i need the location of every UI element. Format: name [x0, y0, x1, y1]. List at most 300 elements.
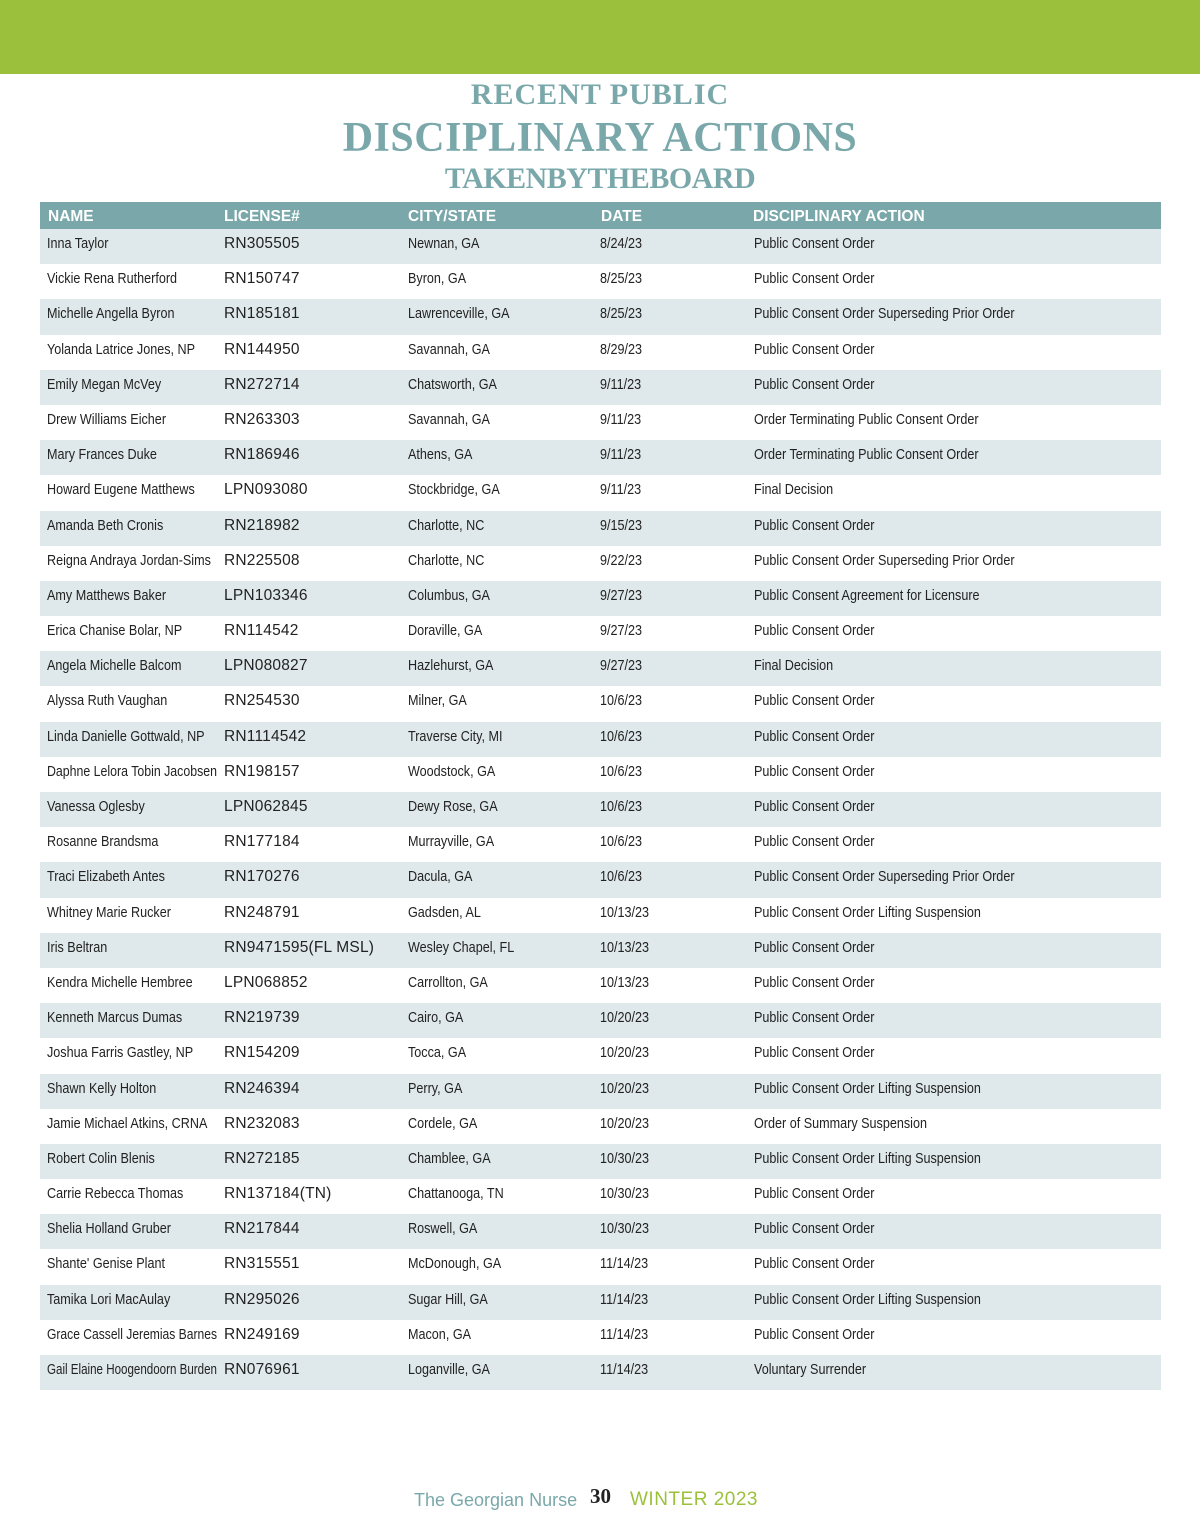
cell-city-state-text: Perry, GA	[408, 1079, 463, 1097]
cell-license	[224, 898, 404, 933]
cell-disciplinary-action	[754, 1074, 1154, 1109]
title-line-1: RECENT PUBLIC	[470, 78, 730, 111]
cell-date-text: 9/11/23	[600, 446, 642, 464]
cell-date-text: 10/30/23	[600, 1185, 650, 1203]
cell-license	[224, 264, 404, 299]
cell-name	[47, 827, 217, 862]
cell-date	[600, 792, 730, 827]
cell-date-text: 9/15/23	[600, 516, 643, 534]
cell-disciplinary-action	[754, 898, 1154, 933]
cell-name-text: Inna Taylor	[47, 235, 109, 252]
cell-date	[600, 264, 730, 299]
cell-date	[600, 475, 730, 510]
cell-city-state-text: Murrayville, GA	[408, 833, 495, 851]
cell-name	[47, 1179, 217, 1214]
cell-disciplinary-action-text: Final Decision	[754, 657, 834, 675]
cell-disciplinary-action-text: Public Consent Order	[754, 1009, 875, 1027]
cell-license-text: LPN080827	[224, 657, 308, 675]
cell-name-text: Vickie Rena Rutherford	[47, 270, 178, 288]
table-row	[40, 581, 1161, 616]
table-row	[40, 335, 1161, 370]
cell-city-state	[408, 616, 588, 651]
cell-name-text: Joshua Farris Gastley, NP	[47, 1044, 194, 1062]
cell-name	[47, 686, 217, 721]
table-row	[40, 1320, 1161, 1355]
table-row	[40, 1003, 1161, 1038]
cell-name-text: Whitney Marie Rucker	[47, 903, 171, 921]
cell-disciplinary-action-text: Public Consent Order	[754, 1255, 875, 1273]
title-line-3: TAKENBYTHEBOARD	[444, 162, 756, 195]
page-number: 30	[590, 1484, 611, 1508]
cell-disciplinary-action-text: Public Consent Order	[754, 622, 875, 640]
cell-city-state	[408, 581, 588, 616]
cell-date	[600, 1003, 730, 1038]
cell-name	[47, 405, 217, 440]
cell-city-state	[408, 229, 588, 264]
cell-name	[47, 1214, 217, 1249]
cell-name	[47, 1074, 217, 1109]
cell-city-state-text: Macon, GA	[408, 1325, 472, 1343]
table-row	[40, 757, 1161, 792]
cell-license-text: RN272714	[224, 375, 300, 393]
column-header-city-state: CITY/STATE	[408, 208, 497, 225]
cell-city-state-text: Chamblee, GA	[408, 1149, 491, 1167]
cell-name	[47, 335, 217, 370]
cell-name	[47, 1144, 217, 1179]
cell-name-text: Howard Eugene Matthews	[47, 481, 195, 499]
cell-date-text: 11/14/23	[600, 1255, 649, 1273]
table-row	[40, 616, 1161, 651]
cell-license	[224, 1003, 404, 1038]
cell-name-text: Linda Danielle Gottwald, NP	[47, 727, 205, 745]
cell-date-text: 9/11/23	[600, 375, 642, 393]
cell-city-state	[408, 1214, 588, 1249]
cell-date	[600, 686, 730, 721]
cell-city-state-text: Cairo, GA	[408, 1009, 464, 1027]
cell-disciplinary-action-text: Public Consent Order	[754, 938, 875, 956]
table-row	[40, 511, 1161, 546]
cell-license-text: RN9471595(FL MSL)	[224, 938, 375, 956]
cell-name-text: Gail Elaine Hoogendoorn Burden	[47, 1361, 217, 1378]
cell-name-text: Amanda Beth Cronis	[47, 516, 164, 534]
cell-disciplinary-action	[754, 686, 1154, 721]
title-line-2: DISCIPLINARY ACTIONS	[342, 115, 858, 161]
cell-license	[224, 1355, 404, 1390]
cell-disciplinary-action	[754, 335, 1154, 370]
cell-city-state-text: Columbus, GA	[408, 586, 490, 604]
cell-disciplinary-action-text: Final Decision	[754, 481, 834, 499]
issue-label: WINTER 2023	[630, 1489, 758, 1510]
cell-date-text: 10/30/23	[600, 1149, 650, 1167]
cell-disciplinary-action-text: Public Consent Order Superseding Prior Order	[754, 305, 1015, 323]
cell-city-state	[408, 475, 588, 510]
cell-name-text: Yolanda Latrice Jones, NP	[47, 340, 196, 358]
cell-license-text: RN263303	[224, 410, 300, 428]
table-row	[40, 686, 1161, 721]
cell-license	[224, 440, 404, 475]
cell-date	[600, 581, 730, 616]
cell-license-text: LPN068852	[224, 973, 308, 991]
cell-city-state-text: Dacula, GA	[408, 868, 473, 886]
table-row	[40, 475, 1161, 510]
cell-license	[224, 1285, 404, 1320]
cell-city-state-text: Milner, GA	[408, 692, 467, 710]
column-header-name: NAME	[48, 208, 94, 225]
cell-disciplinary-action-text: Public Consent Order	[754, 1220, 875, 1238]
cell-license-text: RN246394	[224, 1079, 300, 1097]
cell-disciplinary-action	[754, 1179, 1154, 1214]
cell-license	[224, 1249, 404, 1284]
cell-city-state-text: Gadsden, AL	[408, 903, 481, 921]
cell-date	[600, 827, 730, 862]
cell-disciplinary-action	[754, 370, 1154, 405]
cell-license	[224, 405, 404, 440]
cell-city-state	[408, 1109, 588, 1144]
cell-date	[600, 511, 730, 546]
cell-license	[224, 546, 404, 581]
cell-disciplinary-action	[754, 511, 1154, 546]
cell-license	[224, 1038, 404, 1073]
cell-city-state	[408, 299, 588, 334]
cell-date	[600, 1179, 730, 1214]
cell-date-text: 9/27/23	[600, 657, 643, 675]
cell-disciplinary-action-text: Public Consent Order	[754, 1044, 875, 1062]
cell-name-text: Robert Colin Blenis	[47, 1149, 155, 1167]
cell-date-text: 10/13/23	[600, 938, 650, 956]
cell-city-state-text: Sugar Hill, GA	[408, 1290, 488, 1308]
cell-disciplinary-action-text: Voluntary Surrender	[754, 1361, 867, 1378]
cell-date	[600, 1109, 730, 1144]
cell-city-state	[408, 405, 588, 440]
cell-city-state-text: Hazlehurst, GA	[408, 657, 494, 675]
cell-city-state-text: Carrollton, GA	[408, 973, 488, 991]
cell-date	[600, 335, 730, 370]
table-row	[40, 968, 1161, 1003]
cell-date-text: 9/27/23	[600, 622, 643, 640]
cell-license-text: LPN062845	[224, 798, 308, 815]
cell-disciplinary-action-text: Public Consent Order	[754, 833, 875, 851]
table-row	[40, 933, 1161, 968]
cell-date	[600, 616, 730, 651]
cell-date	[600, 651, 730, 686]
table-row	[40, 264, 1161, 299]
cell-date	[600, 1355, 730, 1390]
cell-disciplinary-action	[754, 229, 1154, 264]
cell-city-state	[408, 370, 588, 405]
cell-name-text: Kenneth Marcus Dumas	[47, 1009, 183, 1027]
cell-city-state-text: Charlotte, NC	[408, 551, 485, 569]
cell-name	[47, 722, 217, 757]
cell-license	[224, 1109, 404, 1144]
cell-license	[224, 299, 404, 334]
cell-name-text: Carrie Rebecca Thomas	[47, 1185, 184, 1203]
table-row	[40, 1144, 1161, 1179]
cell-disciplinary-action-text: Public Consent Order	[754, 375, 875, 393]
cell-city-state-text: Woodstock, GA	[408, 762, 496, 780]
cell-license	[224, 511, 404, 546]
cell-date	[600, 1214, 730, 1249]
cell-disciplinary-action	[754, 651, 1154, 686]
cell-date-text: 10/13/23	[600, 903, 650, 921]
cell-name	[47, 440, 217, 475]
cell-disciplinary-action	[754, 1144, 1154, 1179]
cell-license-text: RN150747	[224, 270, 300, 288]
table-row	[40, 440, 1161, 475]
cell-city-state	[408, 1320, 588, 1355]
cell-city-state	[408, 1003, 588, 1038]
cell-disciplinary-action-text: Public Consent Order	[754, 340, 875, 358]
cell-license	[224, 1179, 404, 1214]
top-color-bar	[0, 0, 1200, 74]
cell-disciplinary-action	[754, 1355, 1154, 1390]
cell-disciplinary-action	[754, 299, 1154, 334]
cell-name	[47, 546, 217, 581]
cell-disciplinary-action	[754, 968, 1154, 1003]
table-row	[40, 792, 1161, 827]
cell-license	[224, 616, 404, 651]
cell-disciplinary-action-text: Public Consent Agreement for Licensure	[754, 586, 980, 604]
cell-name-text: Kendra Michelle Hembree	[47, 973, 193, 991]
cell-name-text: Reigna Andraya Jordan-Sims	[47, 551, 211, 569]
cell-name-text: Iris Beltran	[47, 938, 108, 956]
cell-name-text: Emily Megan McVey	[47, 375, 162, 393]
cell-license-text: RN137184(TN)	[224, 1185, 332, 1203]
cell-license	[224, 757, 404, 792]
cell-license-text: LPN103346	[224, 586, 308, 604]
cell-name	[47, 229, 217, 264]
cell-disciplinary-action-text: Order Terminating Public Consent Order	[754, 410, 979, 428]
cell-name-text: Vanessa Oglesby	[47, 798, 145, 815]
cell-license-text: RN249169	[224, 1325, 300, 1343]
cell-license	[224, 968, 404, 1003]
cell-name	[47, 616, 217, 651]
cell-date	[600, 1038, 730, 1073]
cell-disciplinary-action-text: Public Consent Order	[754, 727, 875, 745]
cell-date-text: 10/6/23	[600, 762, 643, 780]
cell-disciplinary-action-text: Public Consent Order Superseding Prior Order	[754, 868, 1015, 886]
cell-city-state	[408, 264, 588, 299]
cell-license-text: RN177184	[224, 833, 300, 851]
table-row	[40, 405, 1161, 440]
cell-date-text: 9/11/23	[600, 410, 642, 428]
cell-city-state	[408, 1074, 588, 1109]
cell-date	[600, 1249, 730, 1284]
cell-license	[224, 335, 404, 370]
cell-city-state	[408, 862, 588, 897]
cell-date	[600, 370, 730, 405]
column-header-date: DATE	[601, 208, 643, 225]
table-row	[40, 1074, 1161, 1109]
table-header-row	[40, 202, 1161, 229]
cell-date-text: 9/22/23	[600, 551, 643, 569]
cell-disciplinary-action-text: Public Consent Order	[754, 235, 875, 252]
cell-city-state-text: Doraville, GA	[408, 622, 483, 640]
cell-city-state-text: Athens, GA	[408, 446, 473, 464]
table-row	[40, 546, 1161, 581]
cell-disciplinary-action-text: Public Consent Order Lifting Suspension	[754, 903, 981, 921]
cell-name-text: Alyssa Ruth Vaughan	[47, 692, 168, 710]
cell-date	[600, 933, 730, 968]
cell-date	[600, 440, 730, 475]
cell-name	[47, 1355, 217, 1390]
cell-date	[600, 1320, 730, 1355]
cell-name	[47, 1003, 217, 1038]
cell-date	[600, 229, 730, 264]
cell-city-state	[408, 511, 588, 546]
cell-name-text: Drew Williams Eicher	[47, 410, 167, 428]
cell-name	[47, 1109, 217, 1144]
cell-license	[224, 862, 404, 897]
cell-city-state-text: Loganville, GA	[408, 1361, 490, 1378]
cell-license	[224, 686, 404, 721]
cell-license-text: RN198157	[224, 762, 300, 780]
cell-date-text: 10/6/23	[600, 692, 643, 710]
cell-city-state	[408, 1355, 588, 1390]
cell-disciplinary-action-text: Public Consent Order	[754, 270, 875, 288]
cell-name	[47, 757, 217, 792]
cell-disciplinary-action	[754, 1214, 1154, 1249]
cell-disciplinary-action	[754, 546, 1154, 581]
cell-city-state	[408, 792, 588, 827]
cell-license	[224, 1320, 404, 1355]
cell-license-text: RN1114542	[224, 727, 307, 745]
cell-license-text: RN170276	[224, 868, 300, 886]
cell-disciplinary-action	[754, 792, 1154, 827]
cell-disciplinary-action-text: Public Consent Order	[754, 692, 875, 710]
cell-license-text: RN076961	[224, 1361, 300, 1378]
cell-disciplinary-action	[754, 1249, 1154, 1284]
cell-disciplinary-action	[754, 405, 1154, 440]
cell-city-state-text: Newnan, GA	[408, 235, 480, 252]
cell-city-state	[408, 1285, 588, 1320]
cell-city-state	[408, 722, 588, 757]
cell-name	[47, 264, 217, 299]
cell-disciplinary-action	[754, 440, 1154, 475]
cell-disciplinary-action-text: Order of Summary Suspension	[754, 1114, 927, 1132]
cell-date-text: 11/14/23	[600, 1325, 649, 1343]
cell-name-text: Shante' Genise Plant	[47, 1255, 165, 1273]
cell-name-text: Angela Michelle Balcom	[47, 657, 182, 675]
table-row	[40, 1214, 1161, 1249]
cell-license-text: RN315551	[224, 1255, 300, 1273]
cell-city-state-text: Stockbridge, GA	[408, 481, 500, 499]
cell-name-text: Grace Cassell Jeremias Barnes	[47, 1325, 218, 1343]
cell-disciplinary-action-text: Public Consent Order Lifting Suspension	[754, 1079, 981, 1097]
cell-date-text: 10/20/23	[600, 1079, 650, 1097]
cell-name-text: Mary Frances Duke	[47, 446, 157, 464]
cell-name-text: Jamie Michael Atkins, CRNA	[47, 1114, 208, 1132]
cell-date-text: 8/24/23	[600, 235, 643, 252]
cell-city-state-text: Roswell, GA	[408, 1220, 478, 1238]
cell-date-text: 8/25/23	[600, 270, 643, 288]
cell-date	[600, 1144, 730, 1179]
cell-city-state-text: Traverse City, MI	[408, 727, 503, 745]
table-row	[40, 1179, 1161, 1214]
cell-name	[47, 1038, 217, 1073]
cell-license-text: RN186946	[224, 446, 300, 464]
cell-disciplinary-action-text: Public Consent Order Superseding Prior Order	[754, 551, 1015, 569]
cell-date	[600, 405, 730, 440]
cell-date-text: 11/14/23	[600, 1290, 649, 1308]
cell-disciplinary-action-text: Public Consent Order	[754, 762, 875, 780]
cell-date-text: 9/11/23	[600, 481, 642, 499]
table-row	[40, 229, 1161, 264]
cell-city-state	[408, 1144, 588, 1179]
cell-city-state-text: Cordele, GA	[408, 1114, 478, 1132]
cell-date-text: 10/30/23	[600, 1220, 650, 1238]
cell-disciplinary-action	[754, 757, 1154, 792]
cell-name	[47, 933, 217, 968]
cell-license-text: RN114542	[224, 622, 299, 640]
cell-license	[224, 581, 404, 616]
cell-name	[47, 898, 217, 933]
cell-name	[47, 370, 217, 405]
cell-name	[47, 511, 217, 546]
cell-name	[47, 475, 217, 510]
cell-city-state-text: Byron, GA	[408, 270, 467, 288]
cell-disciplinary-action-text: Order Terminating Public Consent Order	[754, 446, 979, 464]
table-row	[40, 1109, 1161, 1144]
cell-city-state	[408, 1038, 588, 1073]
cell-disciplinary-action	[754, 862, 1154, 897]
cell-license-text: RN295026	[224, 1290, 300, 1308]
cell-license	[224, 651, 404, 686]
cell-license	[224, 1214, 404, 1249]
table-row	[40, 1355, 1161, 1390]
cell-city-state-text: Lawrenceville, GA	[408, 305, 510, 323]
cell-city-state	[408, 968, 588, 1003]
cell-city-state	[408, 827, 588, 862]
cell-name-text: Erica Chanise Bolar, NP	[47, 622, 183, 640]
cell-license	[224, 1144, 404, 1179]
cell-date-text: 10/6/23	[600, 798, 643, 815]
cell-name-text: Daphne Lelora Tobin Jacobsen	[47, 762, 217, 780]
cell-city-state	[408, 440, 588, 475]
table-row	[40, 827, 1161, 862]
cell-name-text: Shawn Kelly Holton	[47, 1079, 157, 1097]
cell-disciplinary-action-text: Public Consent Order	[754, 973, 875, 991]
cell-name-text: Shelia Holland Gruber	[47, 1220, 171, 1238]
cell-name	[47, 581, 217, 616]
table-body	[40, 229, 1161, 1390]
cell-city-state-text: Savannah, GA	[408, 410, 490, 428]
cell-disciplinary-action	[754, 616, 1154, 651]
cell-date-text: 10/6/23	[600, 833, 643, 851]
cell-license-text: RN225508	[224, 551, 300, 569]
cell-city-state-text: Chattanooga, TN	[408, 1185, 504, 1203]
cell-license-text: RN219739	[224, 1009, 300, 1027]
cell-name	[47, 299, 217, 334]
cell-date	[600, 1074, 730, 1109]
cell-name-text: Michelle Angella Byron	[47, 305, 175, 323]
cell-disciplinary-action	[754, 722, 1154, 757]
publication-name: The Georgian Nurse	[414, 1490, 578, 1510]
cell-disciplinary-action	[754, 1109, 1154, 1144]
cell-license	[224, 475, 404, 510]
cell-license-text: RN217844	[224, 1220, 300, 1238]
cell-date	[600, 968, 730, 1003]
cell-license	[224, 933, 404, 968]
cell-license	[224, 722, 404, 757]
table-row	[40, 1038, 1161, 1073]
table-row	[40, 1249, 1161, 1284]
cell-name	[47, 1285, 217, 1320]
cell-date-text: 8/29/23	[600, 340, 643, 358]
cell-disciplinary-action	[754, 581, 1154, 616]
cell-date-text: 10/6/23	[600, 727, 643, 745]
cell-name-text: Traci Elizabeth Antes	[47, 868, 165, 886]
cell-name	[47, 792, 217, 827]
